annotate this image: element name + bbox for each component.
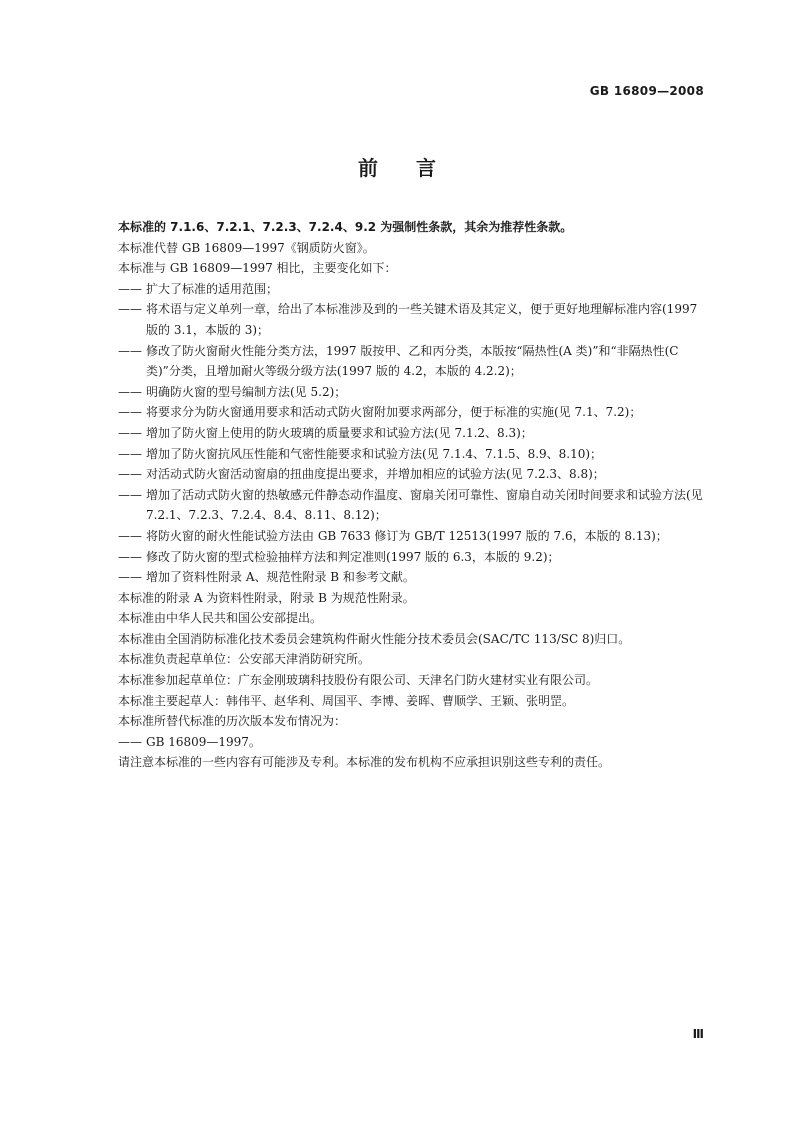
list-item xyxy=(118,341,712,382)
list-item-text: 增加了防火窗抗风压性能和气密性能要求和试验方法(见 7.1.4、7.1.5、8.9、8.10)； xyxy=(146,446,603,461)
dash-marker: —— xyxy=(118,281,142,296)
dash-marker: —— xyxy=(118,343,142,358)
list-item-text: 修改了防火窗耐火性能分类方法，1997 版按甲、乙和丙分类，本版按“隔热性(A 类)”和“非隔热性(C 类)”分类，且增加耐火等级分级方法(1997 版的 4.2，本版的 4.2.2)； xyxy=(146,343,679,379)
list-item-text: 对活动式防火窗活动窗扇的扭曲度提出要求，并增加相应的试验方法(见 7.2.3、8.8)； xyxy=(146,467,605,482)
changes-list xyxy=(118,279,712,588)
page-title: 前言 xyxy=(358,156,474,180)
list-item-text: 扩大了标准的适用范围； xyxy=(146,281,279,296)
history-intro-paragraph: 本标准所替代标准的历次版本发布情况为： xyxy=(118,714,347,729)
list-item-text: 将要求分为防火窗通用要求和活动式防火窗附加要求两部分，便于标准的实施(见 7.1、7.2)； xyxy=(146,405,642,420)
list-item-text: 增加了资料性附录 A、规范性附录 B 和参考文献。 xyxy=(146,570,415,585)
changes-intro-paragraph: 本标准与 GB 16809—1997 相比，主要变化如下： xyxy=(118,261,397,276)
list-item-text: 将术语与定义单列一章，给出了本标准涉及到的一些关键术语及其定义，便于更好地理解标准内容(1997 版的 3.1，本版的 3)； xyxy=(146,302,698,337)
dash-marker: —— xyxy=(118,734,142,749)
dash-marker: —— xyxy=(118,549,142,564)
dash-marker: —— xyxy=(118,487,142,502)
mandatory-clauses-paragraph: 本标准的 7.1.6、7.2.1、7.2.3、7.2.4、9.2 为强制性条款，其余为推荐性条款。 xyxy=(118,220,573,234)
list-item xyxy=(118,402,712,423)
page-number: Ⅲ xyxy=(692,1027,704,1041)
list-item xyxy=(118,423,712,444)
list-item xyxy=(118,464,712,485)
list-item xyxy=(118,279,712,300)
history-item xyxy=(118,732,712,753)
dash-marker: —— xyxy=(118,467,142,482)
proposer-paragraph: 本标准由中华人民共和国公安部提出。 xyxy=(118,611,323,626)
appendix-paragraph: 本标准的附录 A 为资料性附录，附录 B 为规范性附录。 xyxy=(118,590,415,605)
list-item xyxy=(118,567,712,588)
dash-marker: —— xyxy=(118,405,142,420)
patent-notice-paragraph: 请注意本标准的一些内容有可能涉及专利。本标准的发布机构不应承担识别这些专利的责任。 xyxy=(118,755,611,770)
list-item xyxy=(118,547,712,568)
replaces-paragraph: 本标准代替 GB 16809—1997《钢质防火窗》。 xyxy=(118,240,375,255)
list-item xyxy=(118,382,712,403)
list-item xyxy=(118,485,712,526)
list-item-text: 将防火窗的耐火性能试验方法由 GB 7633 修订为 GB/T 12513(1997 版的 7.6，本版的 8.13)； xyxy=(146,528,668,543)
list-item xyxy=(118,526,712,547)
list-item-text: 修改了防火窗的型式检验抽样方法和判定准则(1997 版的 6.3，本版的 9.2)； xyxy=(146,549,560,564)
list-item xyxy=(118,444,712,465)
history-item-text: GB 16809—1997。 xyxy=(146,734,261,749)
dash-marker: —— xyxy=(118,528,142,543)
participating-drafters-paragraph: 本标准参加起草单位：广东金刚玻璃科技股份有限公司、天津名门防火建材实业有限公司。 xyxy=(118,673,599,688)
committee-paragraph: 本标准由全国消防标准化技术委员会建筑构件耐火性能分技术委员会(SAC/TC 113/SC 8)归口。 xyxy=(118,631,631,646)
list-item xyxy=(118,299,712,340)
responsible-drafter-paragraph: 本标准负责起草单位：公安部天津消防研究所。 xyxy=(118,652,371,667)
dash-marker: —— xyxy=(118,446,142,461)
list-item-text: 增加了防火窗上使用的防火玻璃的质量要求和试验方法(见 7.1.2、8.3)； xyxy=(146,425,533,440)
dash-marker: —— xyxy=(118,384,142,399)
standard-number: GB 16809—2008 xyxy=(589,84,704,98)
foreword-body xyxy=(118,217,712,773)
dash-marker: —— xyxy=(118,570,142,585)
dash-marker: —— xyxy=(118,425,142,440)
list-item-text: 明确防火窗的型号编制方法(见 5.2)； xyxy=(146,384,347,399)
dash-marker: —— xyxy=(118,302,142,317)
list-item-text: 增加了活动式防火窗的热敏感元件静态动作温度、窗扇关闭可靠性、窗扇自动关闭时间要求和试验方法(见 7.2.1、7.2.3、7.2.4、8.4、8.11、8.12)； xyxy=(146,487,703,523)
main-drafters-paragraph: 本标准主要起草人：韩伟平、赵华利、周国平、李博、姜晖、曹顺学、王颖、张明罡。 xyxy=(118,693,575,708)
